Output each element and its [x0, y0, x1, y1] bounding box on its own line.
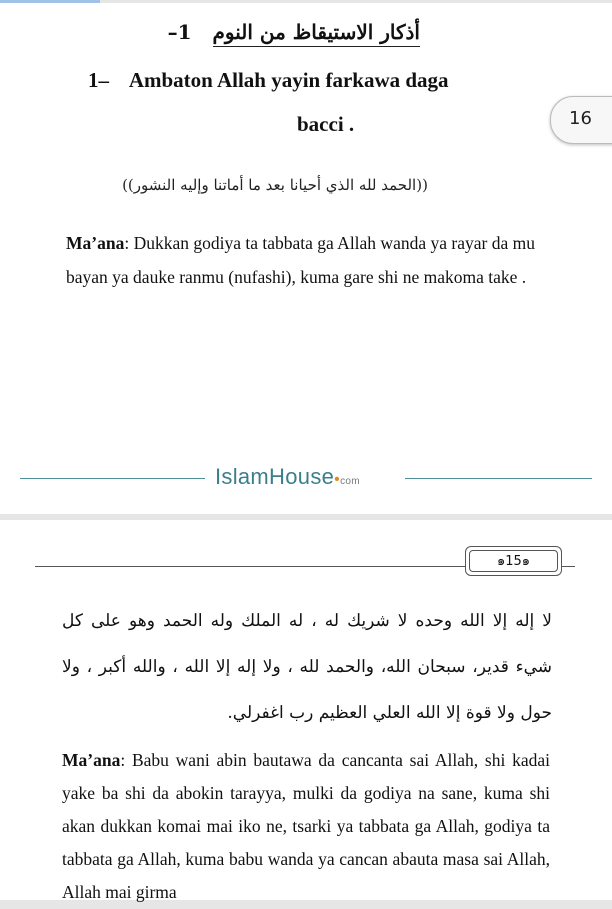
dua-arabic-2: لا إله إلا الله وحده لا شريك له ، له الملك وله الحمد وهو على كل شيء قدير، سبحان الله، والحمد لله ، ولا إله إلا الله ، والله أكبر ، ولا حول ولا قوة إلا الله العلي العظيم رب اغفرلي.: [62, 611, 552, 723]
page-badge-text: ๑15๑: [469, 550, 558, 572]
meaning-paragraph-2: [62, 744, 550, 909]
brand-name: IslamHouse: [215, 464, 335, 489]
brand-suffix: com: [340, 476, 360, 487]
chapter-title: [140, 20, 420, 44]
chapter-title-text: أذكار الاستيقاظ من النوم: [213, 20, 420, 47]
section-title-line2: bacci .: [297, 112, 355, 136]
islamhouse-logo: [215, 464, 360, 490]
chapter-number: 1–: [167, 20, 192, 44]
meaning-text: : Dukkan godiya ta tabbata ga Allah wanda ya rayar da mu bayan ya dauke ranmu (nufashi), kuma gare shi ne makoma take .: [66, 233, 535, 287]
page-badge: [465, 546, 562, 576]
footer-divider-left: [20, 478, 205, 479]
meaning-label: Ma’ana: [66, 233, 125, 253]
brand-dot-icon: •: [334, 471, 341, 488]
page-number: 16: [569, 108, 592, 129]
meaning-text-2: : Babu wani abin bautawa da cancanta sai Allah, shi kadai yake ba shi da abokin tarayya, mulki da godiya na sane, kuma shi akan dukkan komai mai iko ne, tsarki ya tabbata ga Allah, godiya ta tabbata ga Allah, kuma babu wanda ya cancan abauta masa sai Allah, Allah mai girma: [62, 750, 550, 902]
page-number-tab[interactable]: [550, 96, 612, 144]
footer-divider-right: [405, 478, 592, 479]
meaning-paragraph: [66, 226, 566, 294]
section-title-line1: 1– Ambaton Allah yayin farkawa daga: [88, 68, 449, 92]
dua-arabic: ((الحمد لله الذي أحيانا بعد ما أماتنا وإليه النشور)): [122, 176, 428, 194]
meaning-label-2: Ma’ana: [62, 750, 121, 770]
